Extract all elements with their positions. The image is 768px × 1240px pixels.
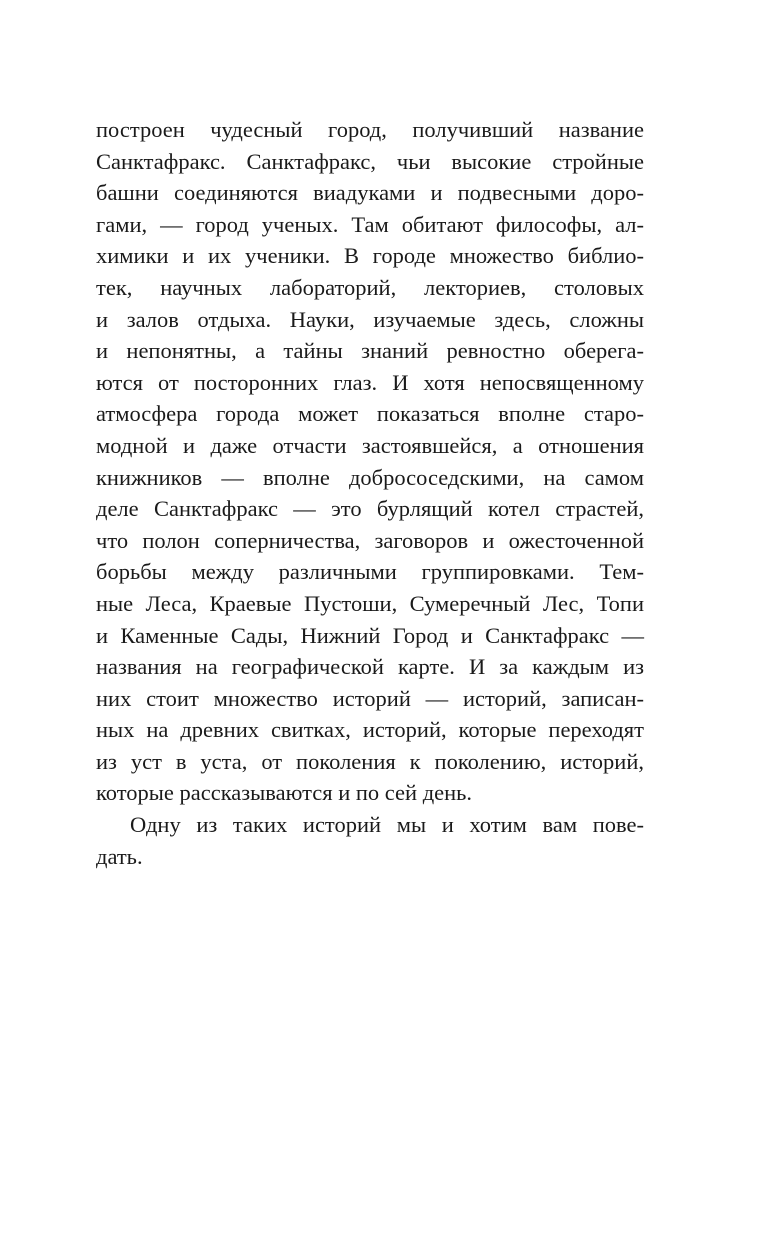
text-line: названия на географической карте. И за каждым из	[96, 654, 644, 680]
text-line: деле Санктафракс — это бурлящий котел страстей,	[96, 496, 644, 522]
text-line: что полон соперничества, заговоров и ожесточенной	[96, 527, 644, 553]
text-line: атмосфера города может показаться вполне старо-	[96, 401, 644, 427]
body-text	[96, 114, 644, 872]
text-line: ные Леса, Краевые Пустоши, Сумеречный Лес, Топи	[96, 590, 644, 616]
text-line: Одну из таких историй мы и хотим вам пове-	[130, 812, 644, 838]
text-line: дать.	[96, 843, 143, 869]
text-line: них стоит множество историй — историй, записан-	[96, 685, 644, 711]
text-line: химики и их ученики. В городе множество библио-	[96, 243, 644, 269]
text-line: ются от посторонних глаз. И хотя непосвященному	[96, 369, 644, 395]
text-line: и непонятны, а тайны знаний ревностно оберега-	[96, 338, 644, 364]
text-line: и Каменные Сады, Нижний Город и Санктафракс —	[96, 622, 644, 648]
text-line: ных на древних свитках, историй, которые переходят	[96, 717, 644, 743]
text-line: тек, научных лабораторий, лекториев, столовых	[96, 274, 644, 300]
text-line: которые рассказываются и по сей день.	[96, 780, 473, 806]
text-line: борьбы между различными группировками. Тем-	[96, 559, 644, 585]
text-line: модной и даже отчасти застоявшейся, а отношения	[96, 432, 644, 458]
text-line: из уст в уста, от поколения к поколению, историй,	[96, 748, 644, 774]
text-line: башни соединяются виадуками и подвесными доро-	[96, 180, 644, 206]
text-line: книжников — вполне добрососедскими, на самом	[96, 464, 644, 490]
text-line: построен чудесный город, получивший название	[96, 117, 644, 142]
text-line: гами, — город ученых. Там обитают философы, ал-	[96, 211, 644, 237]
text-line: и залов отдыха. Науки, изучаемые здесь, сложны	[96, 306, 644, 332]
text-line: Санктафракс. Санктафракс, чьи высокие стройные	[96, 148, 644, 174]
